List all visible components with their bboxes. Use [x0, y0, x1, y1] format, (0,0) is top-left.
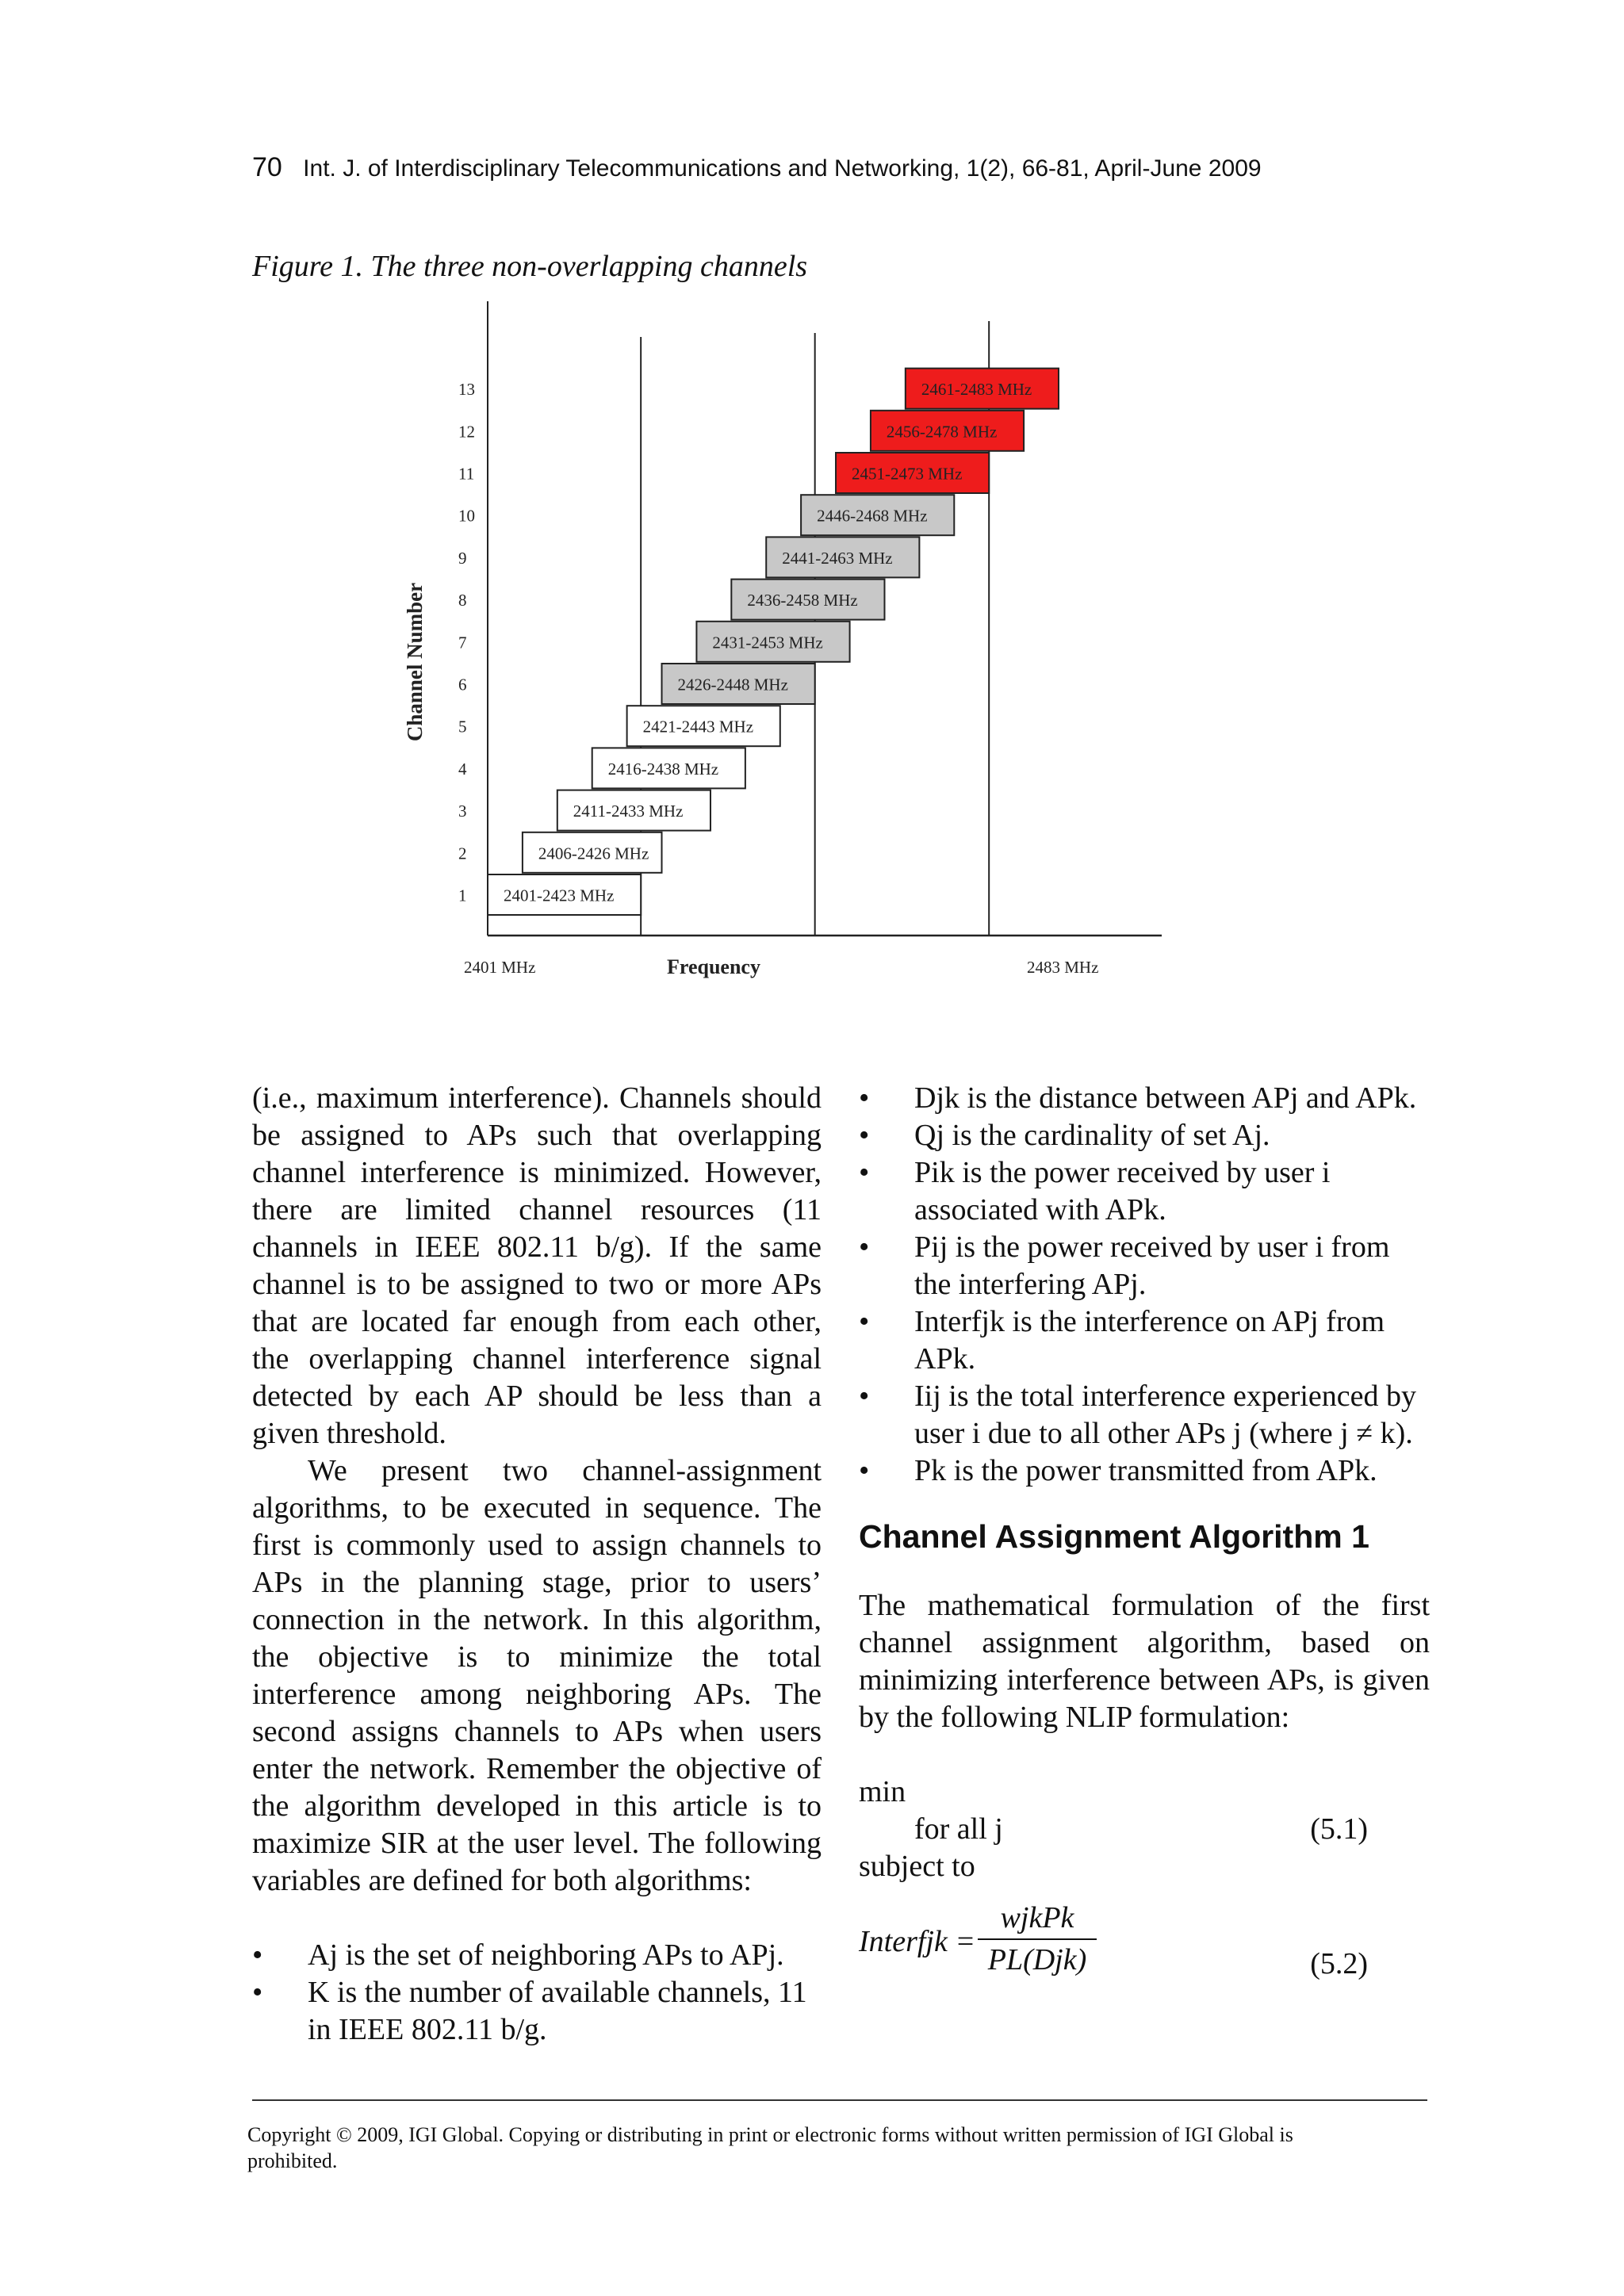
- channel-range-label: 2401-2423 MHz: [504, 886, 615, 905]
- channel-number-tick: 12: [458, 422, 475, 442]
- channel-range-label: 2431-2453 MHz: [712, 633, 823, 652]
- x-axis-title: Frequency: [667, 955, 760, 978]
- footer-rule: [252, 2099, 1427, 2101]
- list-item: • Pk is the power transmitted from APk.: [859, 1452, 1430, 1490]
- min-label: min: [859, 1775, 906, 1808]
- channel-number-tick: 11: [458, 464, 475, 484]
- page-number: 70: [252, 152, 282, 182]
- section-heading: Channel Assignment Algorithm 1: [859, 1518, 1369, 1555]
- copyright-notice: Copyright © 2009, IGI Global. Copying or distributing in print or electronic forms without written permission of IGI Global is prohibited.: [247, 2123, 1293, 2172]
- equation-number-5-1: (5.1): [1310, 1812, 1368, 1846]
- subject-to-label: subject to: [859, 1850, 975, 1883]
- paragraph-algorithms: We present two channel-assignment algorithms, to be executed in sequence. The first is commonly used to assign channels to APs in the planning stage, prior to users’ connection in the network. In this algorithm, the objective is to minimize the total interference among neighboring APs. The second assigns channels to APs when users enter the network. Remember the objective of the algorithm developed in this article is to maximize SIR at the user level. The following variables are defined for both algorithms:: [252, 1454, 822, 1897]
- equation-numerator: wjkPk: [978, 1900, 1097, 1940]
- channel-range-label: 2436-2458 MHz: [747, 591, 858, 610]
- list-item: • K is the number of available channels, 11 in IEEE 802.11 b/g.: [252, 1974, 822, 2049]
- equation-denominator: PL(Djk): [987, 1943, 1087, 1976]
- channel-number-tick: 10: [458, 506, 475, 526]
- for-all-text: for all j: [914, 1812, 1003, 1846]
- channel-range-label: 2446-2468 MHz: [817, 506, 928, 526]
- list-item: • Qj is the cardinality of set Aj.: [859, 1117, 1430, 1154]
- list-item: • Interfjk is the interference on APj from APk.: [859, 1303, 1430, 1378]
- objective-row: [859, 1811, 1430, 1848]
- channel-number-tick: 3: [458, 802, 467, 821]
- figure-caption: Figure 1. The three non-overlapping channels: [252, 250, 808, 283]
- right-column: [859, 1080, 1430, 1987]
- channel-number-tick: 6: [458, 675, 467, 695]
- channel-range-label: 2441-2463 MHz: [782, 548, 893, 568]
- list-item: • Pij is the power received by user i from the interfering APj.: [859, 1229, 1430, 1303]
- equation-number-5-2: (5.2): [1310, 1947, 1368, 1980]
- variable-list-left: [252, 1937, 822, 2049]
- left-column: [252, 1080, 822, 2049]
- interference-equation: [859, 1900, 1430, 1987]
- channel-number-tick: 5: [458, 717, 467, 737]
- channel-range-label: 2461-2483 MHz: [921, 380, 1032, 400]
- channel-range-label: 2411-2433 MHz: [573, 802, 684, 821]
- paragraph-interference: (i.e., maximum interference). Channels should be assigned to APs such that overlapping channel interference is minimized. However, there are limited channel resources (11 channels in IEEE 802.11 b/g). If the same channel is to be assigned to two or more APs that are located far enough from each other, the overlapping channel interference signal detected by each AP should be less than a given threshold.: [252, 1081, 822, 1450]
- y-axis-title: Channel Number: [403, 582, 427, 742]
- channel-range-label: 2406-2426 MHz: [538, 844, 649, 863]
- channel-range-label: 2416-2438 MHz: [607, 759, 719, 779]
- paragraph-formulation: The mathematical formulation of the first channel assignment algorithm, based on minimizing interference between APs, is given by the following NLIP formulation:: [859, 1589, 1430, 1734]
- running-head: [252, 152, 1262, 183]
- journal-citation: Int. J. of Interdisciplinary Telecommunications and Networking, 1(2), 66-81, April-June 2009: [303, 155, 1262, 182]
- channel-number-tick: 13: [458, 380, 475, 400]
- channel-range-label: 2451-2473 MHz: [852, 464, 963, 484]
- channel-number-tick: 7: [458, 633, 467, 652]
- channel-number-tick: 9: [458, 548, 467, 568]
- list-item: • Aj is the set of neighboring APs to APj.: [252, 1937, 822, 1974]
- list-item: • Djk is the distance between APj and APk.: [859, 1080, 1430, 1117]
- channel-number-tick: 8: [458, 591, 467, 610]
- list-item: • Iij is the total interference experienced by user i due to all other APs j (where j ≠ k).: [859, 1378, 1430, 1452]
- x-tick-label-start: 2401 MHz: [464, 958, 536, 977]
- channel-number-tick: 1: [458, 886, 467, 905]
- channel-number-tick: 4: [458, 759, 467, 779]
- channel-range-label: 2421-2443 MHz: [642, 717, 754, 737]
- equation-lhs: Interfjk =: [859, 1925, 975, 1958]
- channel-chart: [373, 301, 1213, 999]
- list-item: • Pik is the power received by user i associated with APk.: [859, 1154, 1430, 1229]
- equation-fraction: [978, 1900, 1097, 1979]
- variable-list-right: [859, 1080, 1430, 1490]
- x-tick-label-end: 2483 MHz: [1027, 958, 1099, 977]
- channel-range-label: 2426-2448 MHz: [677, 675, 788, 695]
- channel-number-tick: 2: [458, 844, 467, 863]
- channel-range-label: 2456-2478 MHz: [886, 422, 998, 442]
